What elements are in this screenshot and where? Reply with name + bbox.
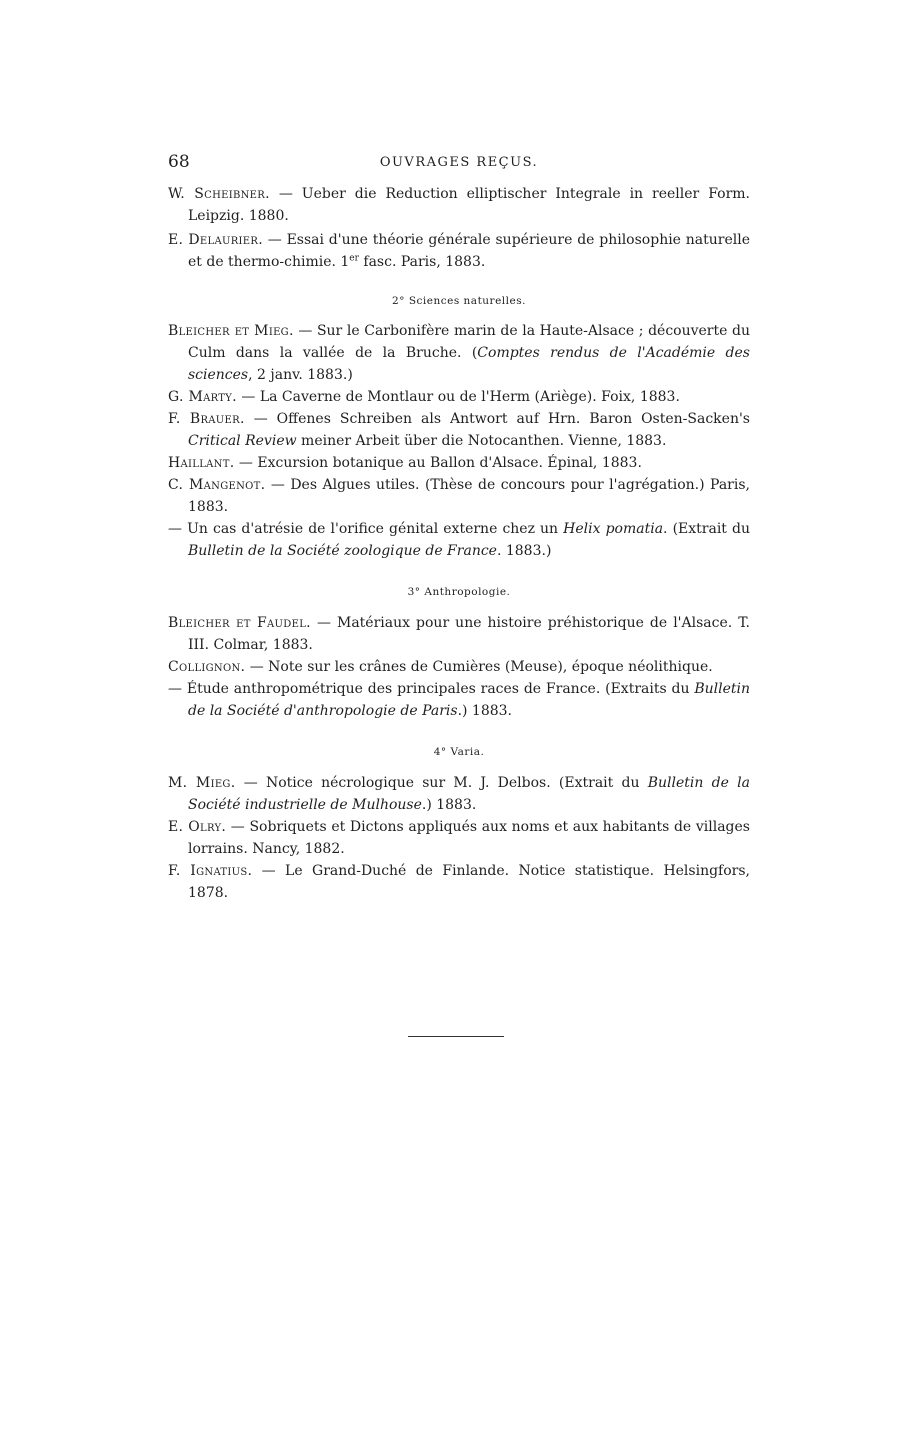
entry-author: F. Ignatius.	[168, 863, 253, 879]
entry-author: M. Mieg.	[168, 775, 236, 791]
entry-text: — La Caverne de Montlaur ou de l'Herm (Ariège). Foix, 1883.	[236, 389, 680, 405]
entry-author: G. Marty.	[168, 389, 237, 405]
list-item	[168, 816, 750, 860]
running-title: OUVRAGES REÇUS.	[379, 155, 539, 170]
section-heading: 4° Varia.	[433, 746, 485, 758]
entry-text: meiner Arbeit über die Notocanthen. Vienne, 1883.	[296, 433, 667, 449]
page-number: 68	[168, 152, 190, 172]
entry-author: Collignon.	[168, 659, 246, 675]
entry-text: — Un cas d'atrésie de l'orifice génital externe chez un	[168, 521, 564, 537]
list-item	[168, 518, 750, 562]
list-item	[168, 860, 750, 904]
entry-text: .) 1883.	[421, 797, 477, 813]
entry-text: — Notice nécrologique sur M. J. Delbos. (Extrait du	[235, 775, 648, 791]
entry-text: — Des Algues utiles. (Thèse de concours pour l'agrégation.) Paris, 1883.	[188, 477, 750, 515]
entry-italic: Comptes rendus de l'Académie des sciences	[188, 345, 750, 383]
list-item	[168, 183, 750, 227]
entry-text: .) 1883.	[457, 703, 513, 719]
entry-italic: Bulletin de la Société zoologique de France	[188, 543, 497, 559]
list-item	[168, 452, 750, 474]
entry-text: — Matériaux pour une histoire préhistorique de l'Alsace. T. III. Colmar, 1883.	[188, 615, 750, 653]
entry-text: — Étude anthropométrique des principales races de France. (Extraits du	[168, 681, 695, 697]
entry-text: — Offenes Schreiben als Antwort auf Hrn. Baron Osten-Sacken's	[244, 411, 750, 427]
entry-text: . (Extrait du	[663, 521, 750, 537]
entry-text: — Note sur les crânes de Cumières (Meuse), époque néolithique.	[245, 659, 713, 675]
list-item	[168, 772, 750, 816]
entry-italic: Bulletin de la Société industrielle de Mulhouse	[188, 775, 750, 813]
entry-text: , 2 janv. 1883.)	[248, 367, 353, 383]
entry-author: F. Brauer.	[168, 411, 245, 427]
superscript: er	[349, 253, 359, 264]
entry-author: Haillant.	[168, 455, 235, 471]
entry-text: — Sur le Carbonifère marin de la Haute-Alsace ; découverte du Culm dans la vallée de la Bruche. (	[188, 323, 751, 361]
entry-author: E. Delaurier.	[168, 232, 263, 248]
end-rule	[408, 1036, 504, 1037]
entry-text: fasc. Paris, 1883.	[358, 254, 486, 270]
list-item	[168, 229, 750, 273]
entry-text: — Essai d'une théorie générale supérieure de philosophie naturelle et de thermo-chimie. 1	[188, 232, 751, 270]
list-item	[168, 678, 750, 722]
entry-author: C. Mangenot.	[168, 477, 266, 493]
entry-italic: Helix pomatia	[563, 521, 664, 537]
entry-text: — Ueber die Reduction elliptischer Integrale in reeller Form. Leipzig. 1880.	[188, 186, 750, 224]
section-heading: 2° Sciences naturelles.	[392, 295, 526, 307]
list-item	[168, 408, 750, 452]
entry-author: Bleicher et Mieg.	[168, 323, 294, 339]
page-content	[168, 183, 750, 904]
entry-author: E. Olry.	[168, 819, 227, 835]
section-heading: 3° Anthropologie.	[407, 586, 511, 598]
list-item	[168, 320, 750, 386]
list-item	[168, 656, 750, 678]
entry-text: — Le Grand-Duché de Finlande. Notice statistique. Helsingfors, 1878.	[188, 863, 750, 901]
entry-author: W. Scheibner.	[168, 186, 270, 202]
list-item	[168, 474, 750, 518]
list-item	[168, 612, 750, 656]
entry-italic: Critical Review	[188, 433, 297, 449]
page-header	[168, 152, 750, 174]
entry-text: — Sobriquets et Dictons appliqués aux noms et aux habitants de villages lorrains. Nancy, 1882.	[188, 819, 750, 857]
entry-text: — Excursion botanique au Ballon d'Alsace. Épinal, 1883.	[234, 455, 642, 471]
list-item	[168, 386, 750, 408]
entry-italic: Bulletin de la Société d'anthropologie de Paris	[188, 681, 750, 719]
entry-author: Bleicher et Faudel.	[168, 615, 311, 631]
entry-text: . 1883.)	[496, 543, 552, 559]
